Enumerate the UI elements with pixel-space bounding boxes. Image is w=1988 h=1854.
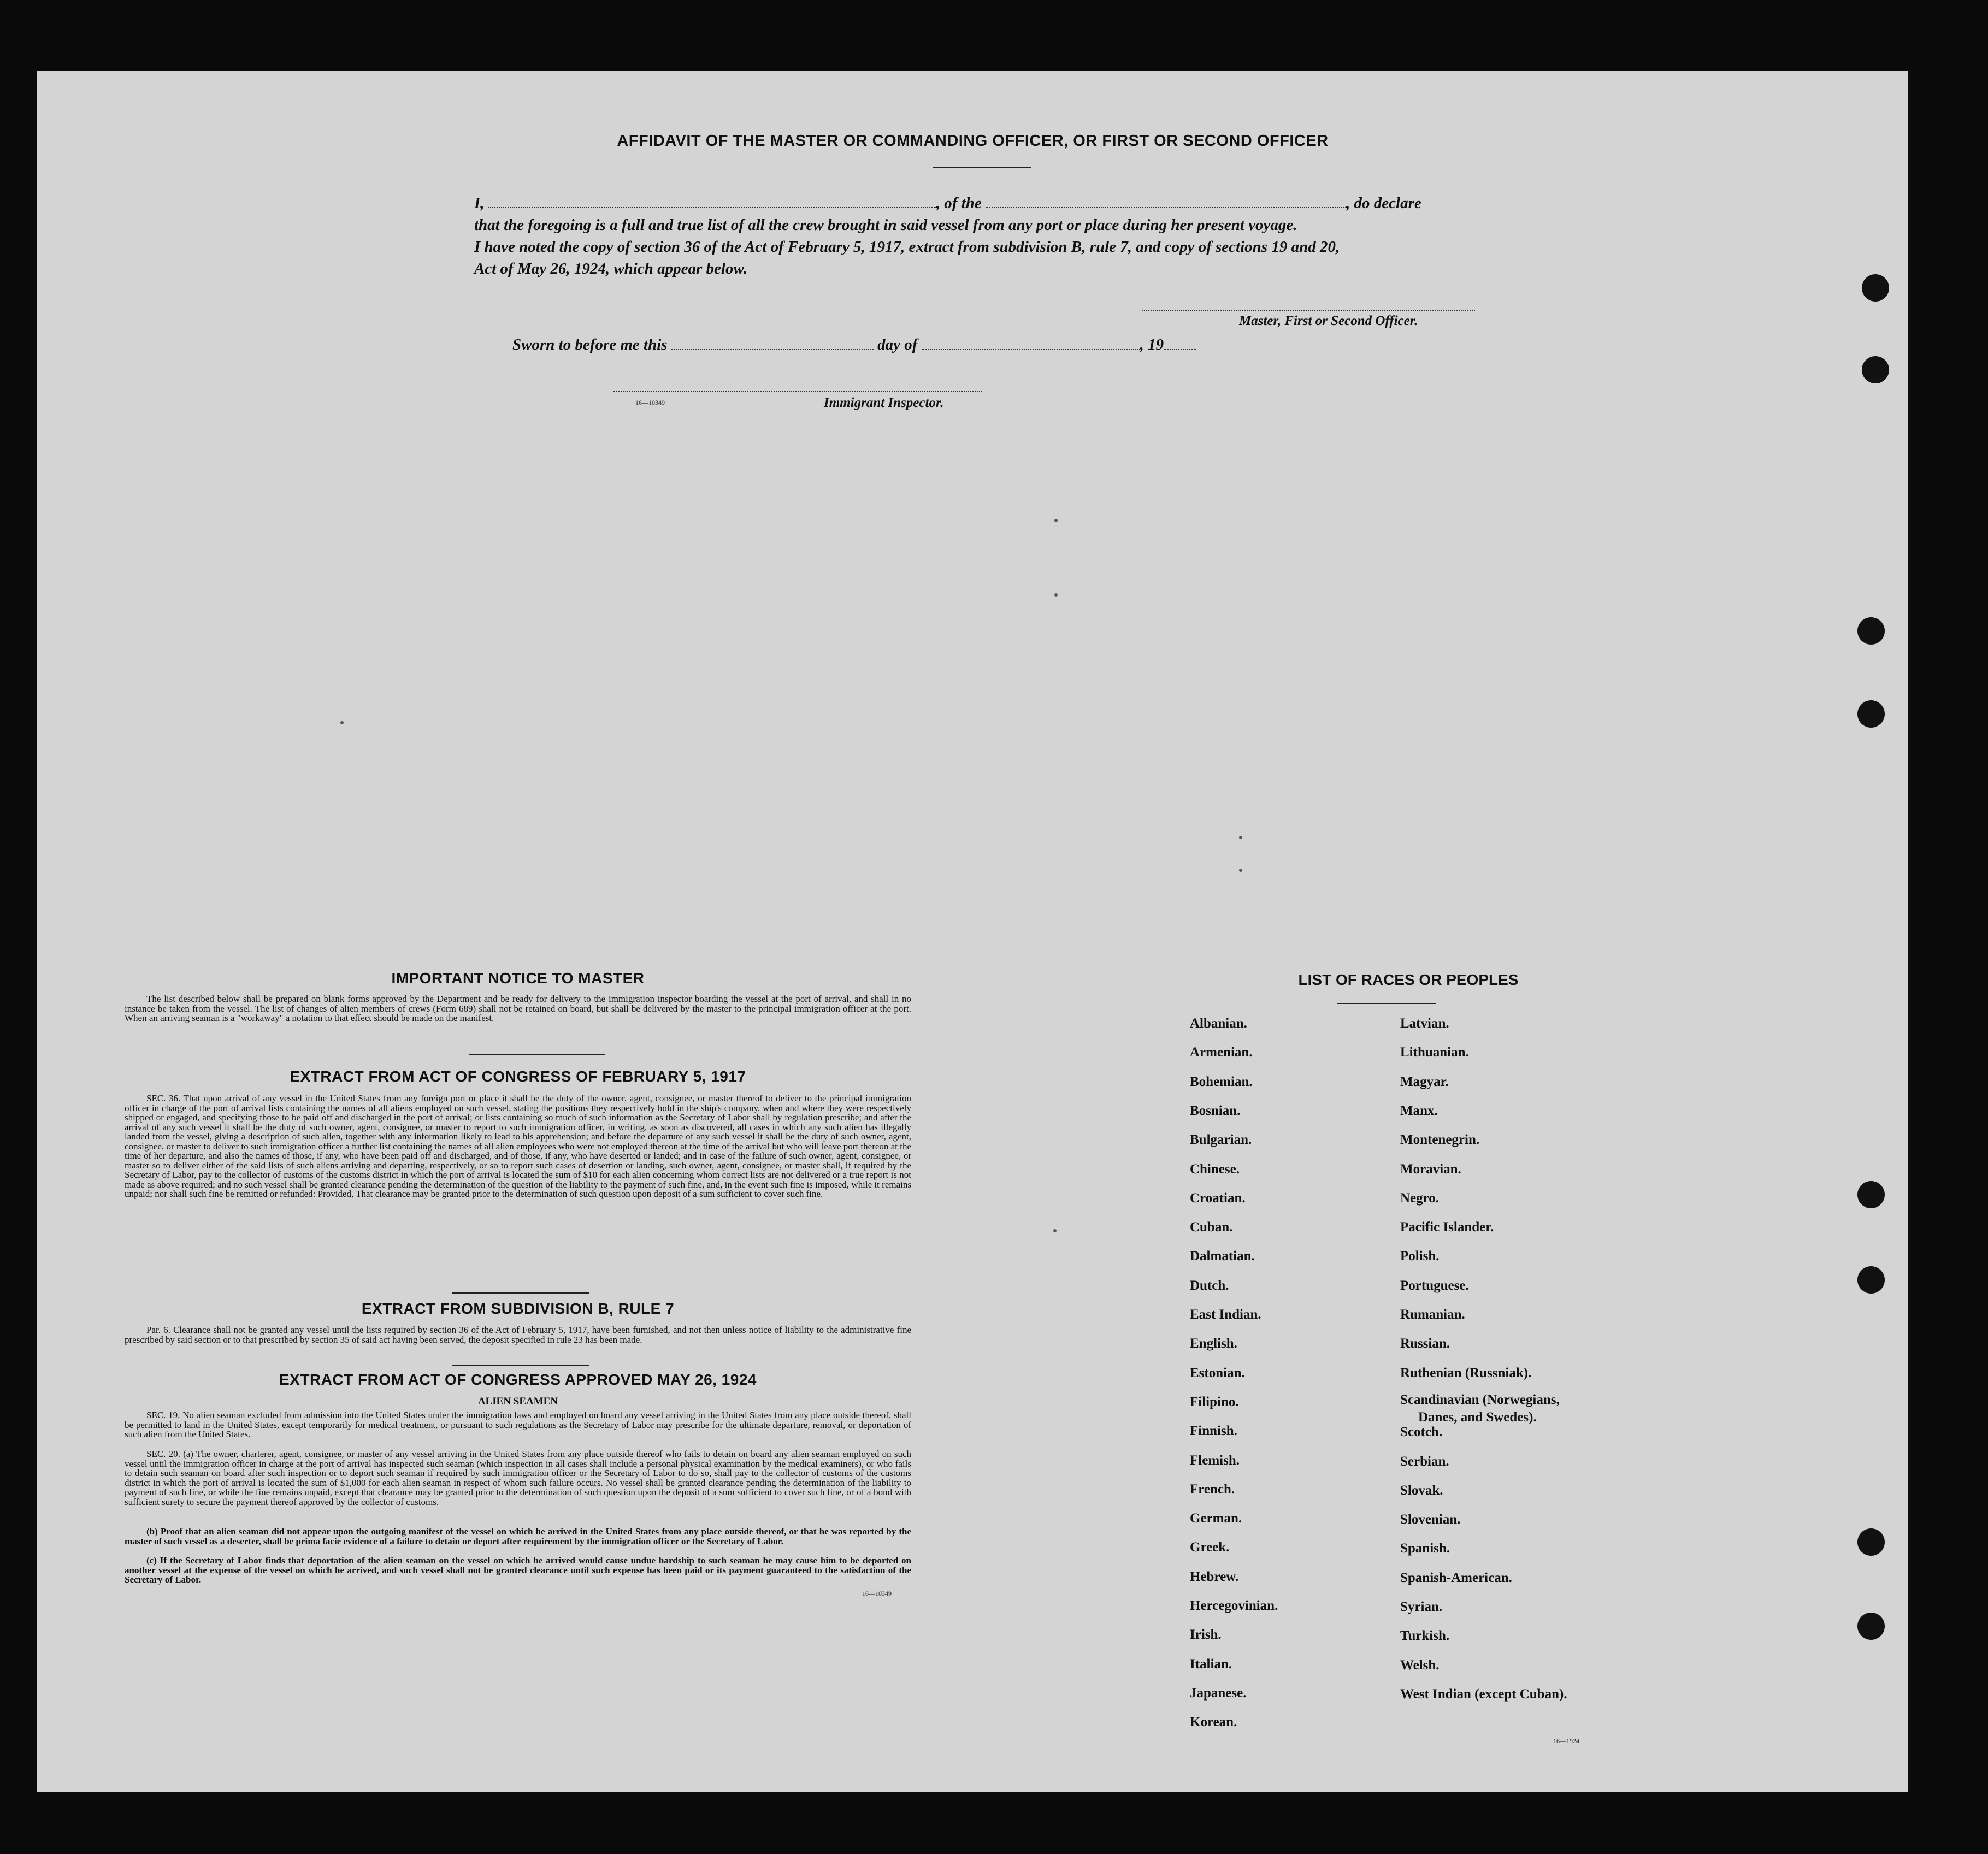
- races-title-underline: [1337, 1003, 1436, 1004]
- declaration-line-4: Act of May 26, 1924, which appear below.: [474, 260, 747, 277]
- affidavit-title: AFFIDAVIT OF THE MASTER OR COMMANDING OFFICER, OR FIRST OR SECOND OFFICER: [617, 132, 1329, 150]
- paper-speck: [1239, 869, 1242, 872]
- race-item: Dutch.: [1190, 1278, 1229, 1293]
- race-item: Scandinavian (Norwegians,: [1400, 1392, 1560, 1407]
- punch-hole: [1857, 1181, 1885, 1208]
- race-item: Bosnian.: [1190, 1103, 1241, 1118]
- race-item: Slovenian.: [1400, 1512, 1461, 1527]
- race-item: Cuban.: [1190, 1220, 1233, 1235]
- race-item: Flemish.: [1190, 1453, 1240, 1468]
- sworn-day-label: day of: [877, 336, 918, 353]
- extract-1924-sec20c: (c) If the Secretary of Labor finds that deportation of the alien seaman on the vessel on which he arrived would cause undue hardship to such seaman he may cause him to be deported on another vessel at the expense of the vessel on which he arrived, and such vessel shall not be granted clearance until such expense has been paid or its payment guaranteed to the satisfaction of the Secretary of Labor.: [125, 1555, 911, 1585]
- race-item: Japanese.: [1190, 1685, 1247, 1701]
- declaration-line-3: I have noted the copy of section 36 of the Act of February 5, 1917, extract from subdivision B, rule 7, and copy of sections 19 and 20,: [474, 238, 1340, 256]
- race-item: Bulgarian.: [1190, 1132, 1252, 1148]
- race-item: Rumanian.: [1400, 1307, 1465, 1322]
- extract-1924-title: EXTRACT FROM ACT OF CONGRESS APPROVED MAY 26, 1924: [279, 1371, 757, 1388]
- race-item: Korean.: [1190, 1715, 1237, 1730]
- race-item: Chinese.: [1190, 1161, 1240, 1177]
- section-divider: [452, 1365, 589, 1366]
- punch-hole: [1857, 1613, 1885, 1640]
- affidavit-declaration: [474, 192, 1539, 280]
- race-item: Hercegovinian.: [1190, 1598, 1278, 1613]
- race-item: Greek.: [1190, 1540, 1230, 1555]
- race-item: Italian.: [1190, 1656, 1232, 1672]
- document-page: [37, 71, 1908, 1792]
- extract-1924-sec20b: (b) Proof that an alien seaman did not appear upon the outgoing manifest of the vessel on which he arrived in the United States from any place outside thereof, or that he was reported by the master of such vessel as a deserter, shall be prima facie evidence of a failure to detain or deport after requirement by the immigration officer or the Secretary of Labor.: [125, 1526, 911, 1546]
- race-item: Ruthenian (Russniak).: [1400, 1365, 1532, 1380]
- race-item: Scotch.: [1400, 1425, 1443, 1440]
- extract-1917-body: SEC. 36. That upon arrival of any vessel in the United States from any foreign port or place it shall be the duty of the owner, agent, consignee, or master thereof to deliver to the principal immigration officer in charge of the port of arrival lists containing the names of all aliens employed on such vessel, stating the positions they respectively hold in the ship's company, when and where they were respectively shipped or engaged, and specifying those to be paid off and discharged in the port of arrival; or lists containing so much of such information as the Secretary of Labor shall by regulation prescribe; and after the arrival of any such vessel it shall be the duty of such owner, agent, consignee, or master to report to such immigration officer, in writing, as soon as discovered, all cases in which any such alien has illegally landed from the vessel, giving a description of such alien, together with any information likely to lead to his apprehension; and before the departure of any such vessel it shall be the duty of such owner, agent, consignee, or master to deliver to such immigration officer a further list containing the names of all alien employees who were not employed thereon at the time of the arrival but who will leave port thereon at the time of her departure, and also the names of those, if any, who have been paid off and discharged, and of those, if any, who have deserted or landed; and in case of the failure of such owner, agent, consignee, or master so to deliver either of the said lists of such aliens arriving and departing, respectively, or so to report such cases of desertion or landing, such owner, agent, consignee, or master shall, if required by the Secretary of Labor, pay to the collector of customs of the customs district in which the port of arrival is located the sum of $10 for each alien concerning whom correct lists are not delivered or a true report is not made as above required; and no such vessel shall be granted clearance pending the determination of the question of the liability to the payment of such fine, and, in the event such fine is imposed, while it remains unpaid; nor shall such fine be remitted or refunded: Provided, That clearance may be granted prior to the determination of such question upon deposit of a sum sufficient to cover such fine.: [125, 1093, 911, 1199]
- paper-speck: [1054, 593, 1058, 597]
- section-divider: [469, 1054, 605, 1055]
- punch-hole: [1862, 356, 1889, 383]
- race-item: Irish.: [1190, 1627, 1222, 1643]
- race-item: Negro.: [1400, 1190, 1440, 1206]
- extract-rule7-body: Par. 6. Clearance shall not be granted any vessel until the lists required by section 36 of the Act of February 5, 1917, have been furnished, and not then unless notice of liability to the administrative fine prescribed by said section or to that prescribed by section 35 of said act having been served, the deposit specified in rule 23 has been made.: [125, 1325, 911, 1345]
- race-item: Hebrew.: [1190, 1569, 1239, 1584]
- officer-name-field[interactable]: [488, 193, 936, 208]
- paper-speck: [1054, 519, 1058, 522]
- race-item: Pacific Islander.: [1400, 1220, 1494, 1235]
- declarant-prefix: I,: [474, 194, 485, 212]
- race-item: Polish.: [1400, 1249, 1440, 1264]
- notice-body: The list described below shall be prepared on blank forms approved by the Department and be ready for delivery to the immigration inspector boarding the vessel at the port of arrival, and shall in no instance be taken from the vessel. The list of changes of alien members of crews (Form 689) shall not be retained on board, but shall be delivered by the master to the principal immigration officer at the port. When an arriving seaman is a "workaway" a notation to that effect should be made on the manifest.: [125, 994, 911, 1023]
- race-item: Dalmatian.: [1190, 1249, 1255, 1264]
- race-item: Russian.: [1400, 1336, 1450, 1351]
- paper-speck: [340, 721, 344, 724]
- do-declare-label: , do declare: [1346, 194, 1421, 212]
- race-item: Spanish-American.: [1400, 1570, 1512, 1585]
- race-item: English.: [1190, 1336, 1237, 1351]
- declaration-line-2: that the foregoing is a full and true list of all the crew brought in said vessel from any port or place during her present voyage.: [474, 216, 1297, 234]
- race-item: Finnish.: [1190, 1424, 1237, 1439]
- paper-speck: [1053, 1229, 1057, 1232]
- race-item: Danes, and Swedes).: [1418, 1409, 1537, 1425]
- declaration-line-1: [474, 192, 1539, 214]
- sworn-year-label: , 19: [1140, 336, 1164, 353]
- race-item: Albanian.: [1190, 1016, 1247, 1031]
- sworn-date-field[interactable]: [671, 334, 874, 350]
- affidavit-form-number: 16—10349: [635, 399, 665, 406]
- races-form-number: 16—1924: [1553, 1737, 1579, 1745]
- race-item: Manx.: [1400, 1103, 1438, 1118]
- race-item: Bohemian.: [1190, 1074, 1253, 1089]
- race-item: Portuguese.: [1400, 1278, 1469, 1293]
- race-item: Syrian.: [1400, 1599, 1443, 1614]
- punch-hole: [1857, 617, 1885, 645]
- race-item: Moravian.: [1400, 1161, 1461, 1177]
- punch-hole: [1857, 700, 1885, 728]
- section-divider: [452, 1292, 589, 1294]
- master-signature-line[interactable]: [1142, 310, 1475, 311]
- extract-1917-title: EXTRACT FROM ACT OF CONGRESS OF FEBRUARY 5, 1917: [290, 1068, 746, 1085]
- races-title: LIST OF RACES OR PEOPLES: [1298, 971, 1519, 988]
- sworn-line: [512, 334, 1196, 354]
- race-item: Filipino.: [1190, 1394, 1239, 1409]
- race-item: Estonian.: [1190, 1365, 1245, 1380]
- vessel-name-field[interactable]: [986, 193, 1346, 208]
- inspector-signature-line[interactable]: [613, 391, 982, 392]
- notice-title: IMPORTANT NOTICE TO MASTER: [391, 970, 645, 987]
- race-item: Turkish.: [1400, 1628, 1450, 1644]
- race-item: West Indian (except Cuban).: [1400, 1686, 1567, 1702]
- punch-hole: [1862, 274, 1889, 302]
- race-item: Montenegrin.: [1400, 1132, 1480, 1148]
- race-item: Magyar.: [1400, 1074, 1449, 1089]
- extract-1924-sec19: SEC. 19. No alien seaman excluded from admission into the United States under the immigration laws and employed on board any vessel arriving in the United States from any place outside thereof, shall be permitted to land in the United States, except temporarily for medical treatment, or pursuant to such regulations as the Secretary of Labor may prescribe for the ultimate departure, removal, or deportation of such alien from the United States.: [125, 1410, 911, 1439]
- alien-seamen-subtitle: ALIEN SEAMEN: [477, 1396, 558, 1407]
- paper-speck: [1239, 836, 1242, 839]
- race-item: Welsh.: [1400, 1657, 1440, 1673]
- sworn-month-field[interactable]: [922, 334, 1140, 350]
- inspector-signature-label: Immigrant Inspector.: [824, 395, 944, 410]
- race-item: Latvian.: [1400, 1016, 1449, 1031]
- punch-hole: [1857, 1266, 1885, 1294]
- punch-hole: [1857, 1528, 1885, 1556]
- race-item: Croatian.: [1190, 1190, 1246, 1206]
- extract-form-number: 16—10349: [862, 1590, 892, 1597]
- race-item: Lithuanian.: [1400, 1045, 1469, 1060]
- sworn-year-field[interactable]: [1164, 334, 1196, 350]
- race-item: Serbian.: [1400, 1454, 1449, 1469]
- race-item: East Indian.: [1190, 1307, 1261, 1322]
- race-item: French.: [1190, 1481, 1235, 1497]
- of-the-label: , of the: [936, 194, 982, 212]
- race-item: Slovak.: [1400, 1483, 1443, 1498]
- sworn-prefix: Sworn to before me this: [512, 336, 668, 353]
- extract-1924-sec20a: SEC. 20. (a) The owner, charterer, agent, consignee, or master of any vessel arriving in the United States from any place outside thereof who fails to detain on board any alien seaman employed on such vessel until the immigration officer in charge at the port of arrival has inspected such seaman (which inspection in all cases shall include a personal physical examination by the medical examiners), or who fails to detain such seaman on board after such inspection or to deport such seaman if required by such immigration officer or the Secretary of Labor to do so, shall pay to the collector of customs of the customs district in which the port of arrival is located the sum of $1,000 for each alien seaman in respect of whom such failure occurs. No vessel shall be granted clearance pending the determination of the liability to payment of such fine, or while the fine remains unpaid, except that clearance may be granted prior to the determination of such question upon the deposit of a sum sufficient to cover such fine, or of a bond with sufficient surety to secure the payment thereof approved by the collector of customs.: [125, 1449, 911, 1507]
- master-signature-label: Master, First or Second Officer.: [1239, 314, 1418, 328]
- title-underline: [933, 167, 1031, 168]
- race-item: Armenian.: [1190, 1045, 1253, 1060]
- race-item: German.: [1190, 1511, 1242, 1526]
- extract-rule7-title: EXTRACT FROM SUBDIVISION B, RULE 7: [361, 1300, 675, 1317]
- race-item: Spanish.: [1400, 1541, 1450, 1556]
